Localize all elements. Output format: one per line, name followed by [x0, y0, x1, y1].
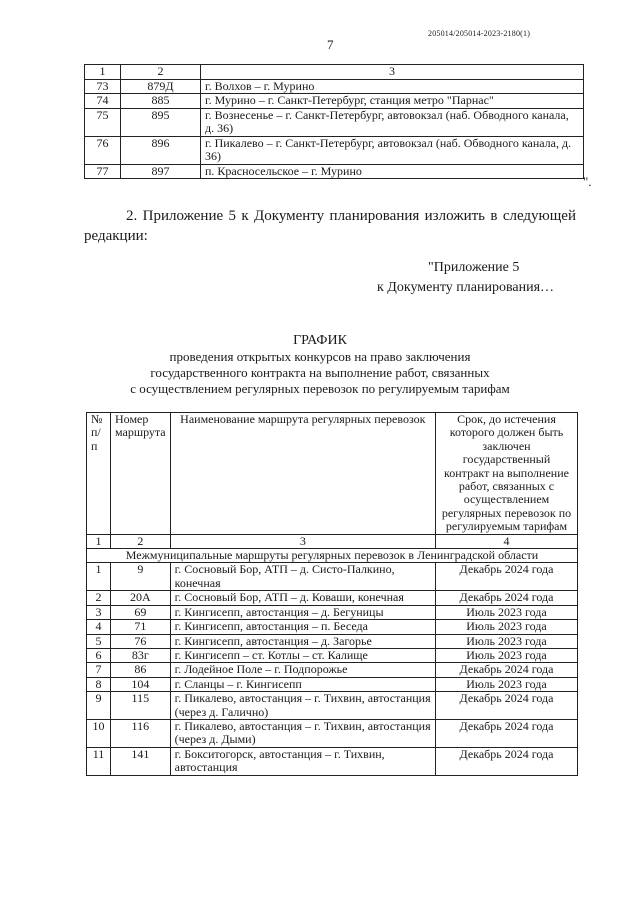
table-row [87, 563, 578, 591]
table-row [87, 605, 578, 619]
col-number: 3 [170, 534, 435, 548]
amendment-paragraph: 2. Приложение 5 к Документу планирования изложить в следующей редакции: [84, 208, 576, 244]
route-name: г. Пикалево – г. Санкт-Петербург, автовокзал (наб. Обводного канала, д. 36) [201, 136, 584, 164]
route-number: 116 [111, 719, 171, 747]
route-number: 895 [121, 108, 201, 136]
deadline: Декабрь 2024 года [436, 719, 578, 747]
route-name: г. Кингисепп, автостанция – д. Бегуницы [170, 605, 435, 619]
table-row [85, 94, 584, 109]
table-row [85, 108, 584, 136]
row-number: 2 [87, 591, 111, 605]
subtitle-line: проведения открытых конкурсов на право заключения [169, 349, 471, 364]
route-number: 885 [121, 94, 201, 109]
row-number: 8 [87, 677, 111, 691]
schedule-title: ГРАФИК [293, 333, 347, 348]
route-number: 76 [111, 634, 171, 648]
table-row [87, 747, 578, 775]
row-number: 75 [85, 108, 121, 136]
section-row [87, 549, 578, 563]
deadline: Июль 2023 года [436, 648, 578, 662]
schedule-subtitle [0, 349, 640, 397]
row-number: 11 [87, 747, 111, 775]
header-route: Номер маршрута [111, 413, 171, 535]
table-row [85, 164, 584, 179]
route-number: 104 [111, 677, 171, 691]
table-row [87, 692, 578, 720]
page-number: 7 [327, 37, 334, 52]
route-name: п. Красносельское – г. Мурино [201, 164, 584, 179]
table-header-row [85, 65, 584, 80]
subtitle-line: государственного контракта на выполнение работ, связанных [150, 365, 490, 380]
deadline: Июль 2023 года [436, 634, 578, 648]
table-row [87, 719, 578, 747]
row-number: 5 [87, 634, 111, 648]
deadline: Декабрь 2024 года [436, 591, 578, 605]
row-number: 1 [87, 563, 111, 591]
table-row [87, 634, 578, 648]
deadline: Декабрь 2024 года [436, 663, 578, 677]
table-row [85, 79, 584, 94]
route-name: г. Бокситогорск, автостанция – г. Тихвин, автостанция [170, 747, 435, 775]
table-row [87, 663, 578, 677]
route-name: г. Сосновый Бор, АТП – д. Коваши, конечная [170, 591, 435, 605]
table-row [87, 677, 578, 691]
row-number: 6 [87, 648, 111, 662]
route-number: 9 [111, 563, 171, 591]
row-number: 10 [87, 719, 111, 747]
route-number: 896 [121, 136, 201, 164]
row-number: 9 [87, 692, 111, 720]
header-route-name: Наименование маршрута регулярных перевозок [170, 413, 435, 535]
col-number: 2 [111, 534, 171, 548]
route-name: г. Кингисепп, автостанция – п. Беседа [170, 620, 435, 634]
col-number: 3 [201, 65, 584, 80]
schedule-table [86, 412, 578, 776]
route-number: 115 [111, 692, 171, 720]
route-number: 71 [111, 620, 171, 634]
table-row [87, 620, 578, 634]
table-row [87, 648, 578, 662]
route-number: 141 [111, 747, 171, 775]
route-name: г. Вознесенье – г. Санкт-Петербург, автовокзал (наб. Обводного канала, д. 36) [201, 108, 584, 136]
header-number: № п/п [87, 413, 111, 535]
route-number: 69 [111, 605, 171, 619]
route-name: г. Сланцы – г. Кингисепп [170, 677, 435, 691]
deadline: Июль 2023 года [436, 620, 578, 634]
route-name: г. Кингисепп – ст. Котлы – ст. Калище [170, 648, 435, 662]
col-number: 2 [121, 65, 201, 80]
row-number: 76 [85, 136, 121, 164]
row-number: 7 [87, 663, 111, 677]
table-row [85, 136, 584, 164]
route-number: 83г [111, 648, 171, 662]
deadline: Декабрь 2024 года [436, 747, 578, 775]
appendix-title: "Приложение 5 [428, 260, 520, 275]
route-number: 20А [111, 591, 171, 605]
route-name: г. Пикалево, автостанция – г. Тихвин, автостанция (через д. Галично) [170, 692, 435, 720]
table-header-row [87, 413, 578, 535]
col-number: 1 [85, 65, 121, 80]
col-number: 4 [436, 534, 578, 548]
deadline: Июль 2023 года [436, 605, 578, 619]
route-number: 86 [111, 663, 171, 677]
route-name: г. Волхов – г. Мурино [201, 79, 584, 94]
deadline: Декабрь 2024 года [436, 563, 578, 591]
route-name: г. Мурино – г. Санкт-Петербург, станция метро "Парнас" [201, 94, 584, 109]
routes-table-continued [84, 64, 584, 179]
col-number: 1 [87, 534, 111, 548]
table-row [87, 591, 578, 605]
route-number: 879Д [121, 79, 201, 94]
closing-quote: ". [583, 174, 592, 189]
deadline: Июль 2023 года [436, 677, 578, 691]
deadline: Декабрь 2024 года [436, 692, 578, 720]
row-number: 74 [85, 94, 121, 109]
row-number: 3 [87, 605, 111, 619]
route-name: г. Пикалево, автостанция – г. Тихвин, автостанция (через д. Дыми) [170, 719, 435, 747]
route-name: г. Лодейное Поле – г. Подпорожье [170, 663, 435, 677]
row-number: 4 [87, 620, 111, 634]
route-name: г. Кингисепп, автостанция – д. Загорье [170, 634, 435, 648]
header-deadline: Срок, до истечения которого должен быть заключен государственный контракт на выполнение работ, связанных с осуществлением регулярных перевозок по регулируемым тарифам [436, 413, 578, 535]
column-numbers-row [87, 534, 578, 548]
subtitle-line: с осуществлением регулярных перевозок по регулируемым тарифам [130, 381, 510, 396]
row-number: 73 [85, 79, 121, 94]
row-number: 77 [85, 164, 121, 179]
document-id: 205014/205014-2023-2180(1) [428, 29, 531, 38]
section-title: Межмуниципальные маршруты регулярных перевозок в Ленинградской области [87, 549, 578, 563]
route-number: 897 [121, 164, 201, 179]
route-name: г. Сосновый Бор, АТП – д. Систо-Палкино, конечная [170, 563, 435, 591]
appendix-reference: к Документу планирования… [377, 280, 555, 295]
